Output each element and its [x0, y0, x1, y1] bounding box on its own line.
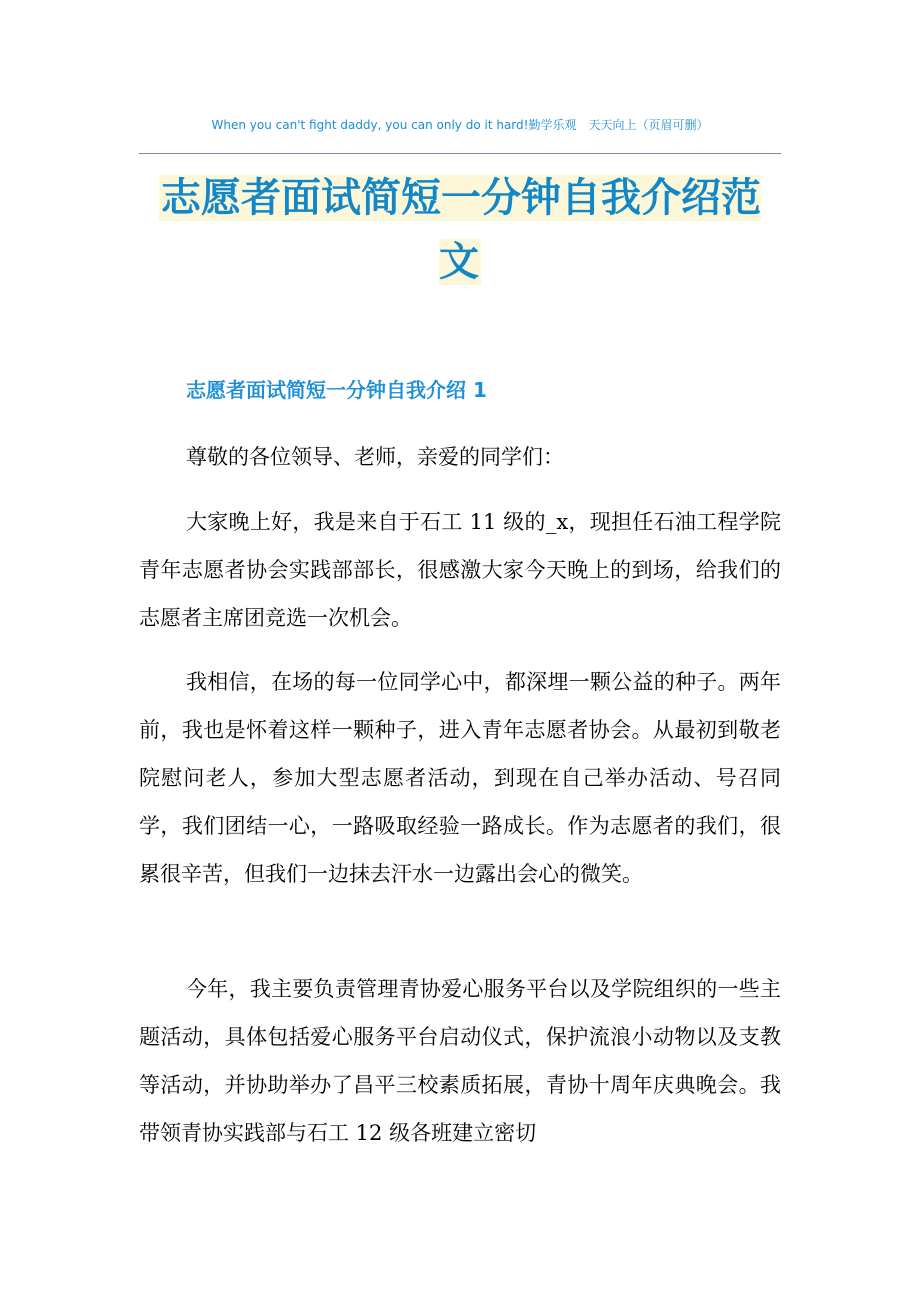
header-divider	[139, 153, 781, 154]
body-paragraph-3: 今年，我主要负责管理青协爱心服务平台以及学院组织的一些主题活动，具体包括爱心服务平台启动仪式，保护流浪小动物以及支教等活动，并协助举办了昌平三校素质拓展，青协十周年庆典晚会。我带领青协实践部与石工 12 级各班建立密切	[139, 977, 781, 1145]
section-heading: 志愿者面试简短一分钟自我介绍 1	[186, 378, 487, 402]
document-title	[139, 166, 781, 294]
page-header-text: When you can't fight daddy, you can only do it hard!勤学乐观 天天向上（页眉可删）	[211, 118, 709, 132]
greeting-paragraph: 尊敬的各位领导、老师，亲爱的同学们：	[186, 445, 564, 469]
body-paragraph-2: 我相信，在场的每一位同学心中，都深埋一颗公益的种子。两年前，我也是怀着这样一颗种子，进入青年志愿者协会。从最初到敬老院慰问老人，参加大型志愿者活动，到现在自己举办活动、号召同学，我们团结一心，一路吸取经验一路成长。作为志愿者的我们，很累很辛苦，但我们一边抹去汗水一边露出会心的微笑。	[139, 670, 781, 886]
document-title-text: 志愿者面试简短一分钟自我介绍范文	[161, 175, 761, 285]
body-paragraph-1: 大家晚上好，我是来自于石工 11 级的_x，现担任石油工程学院青年志愿者协会实践部部长，很感激大家今天晚上的到场，给我们的志愿者主席团竞选一次机会。	[139, 510, 781, 630]
